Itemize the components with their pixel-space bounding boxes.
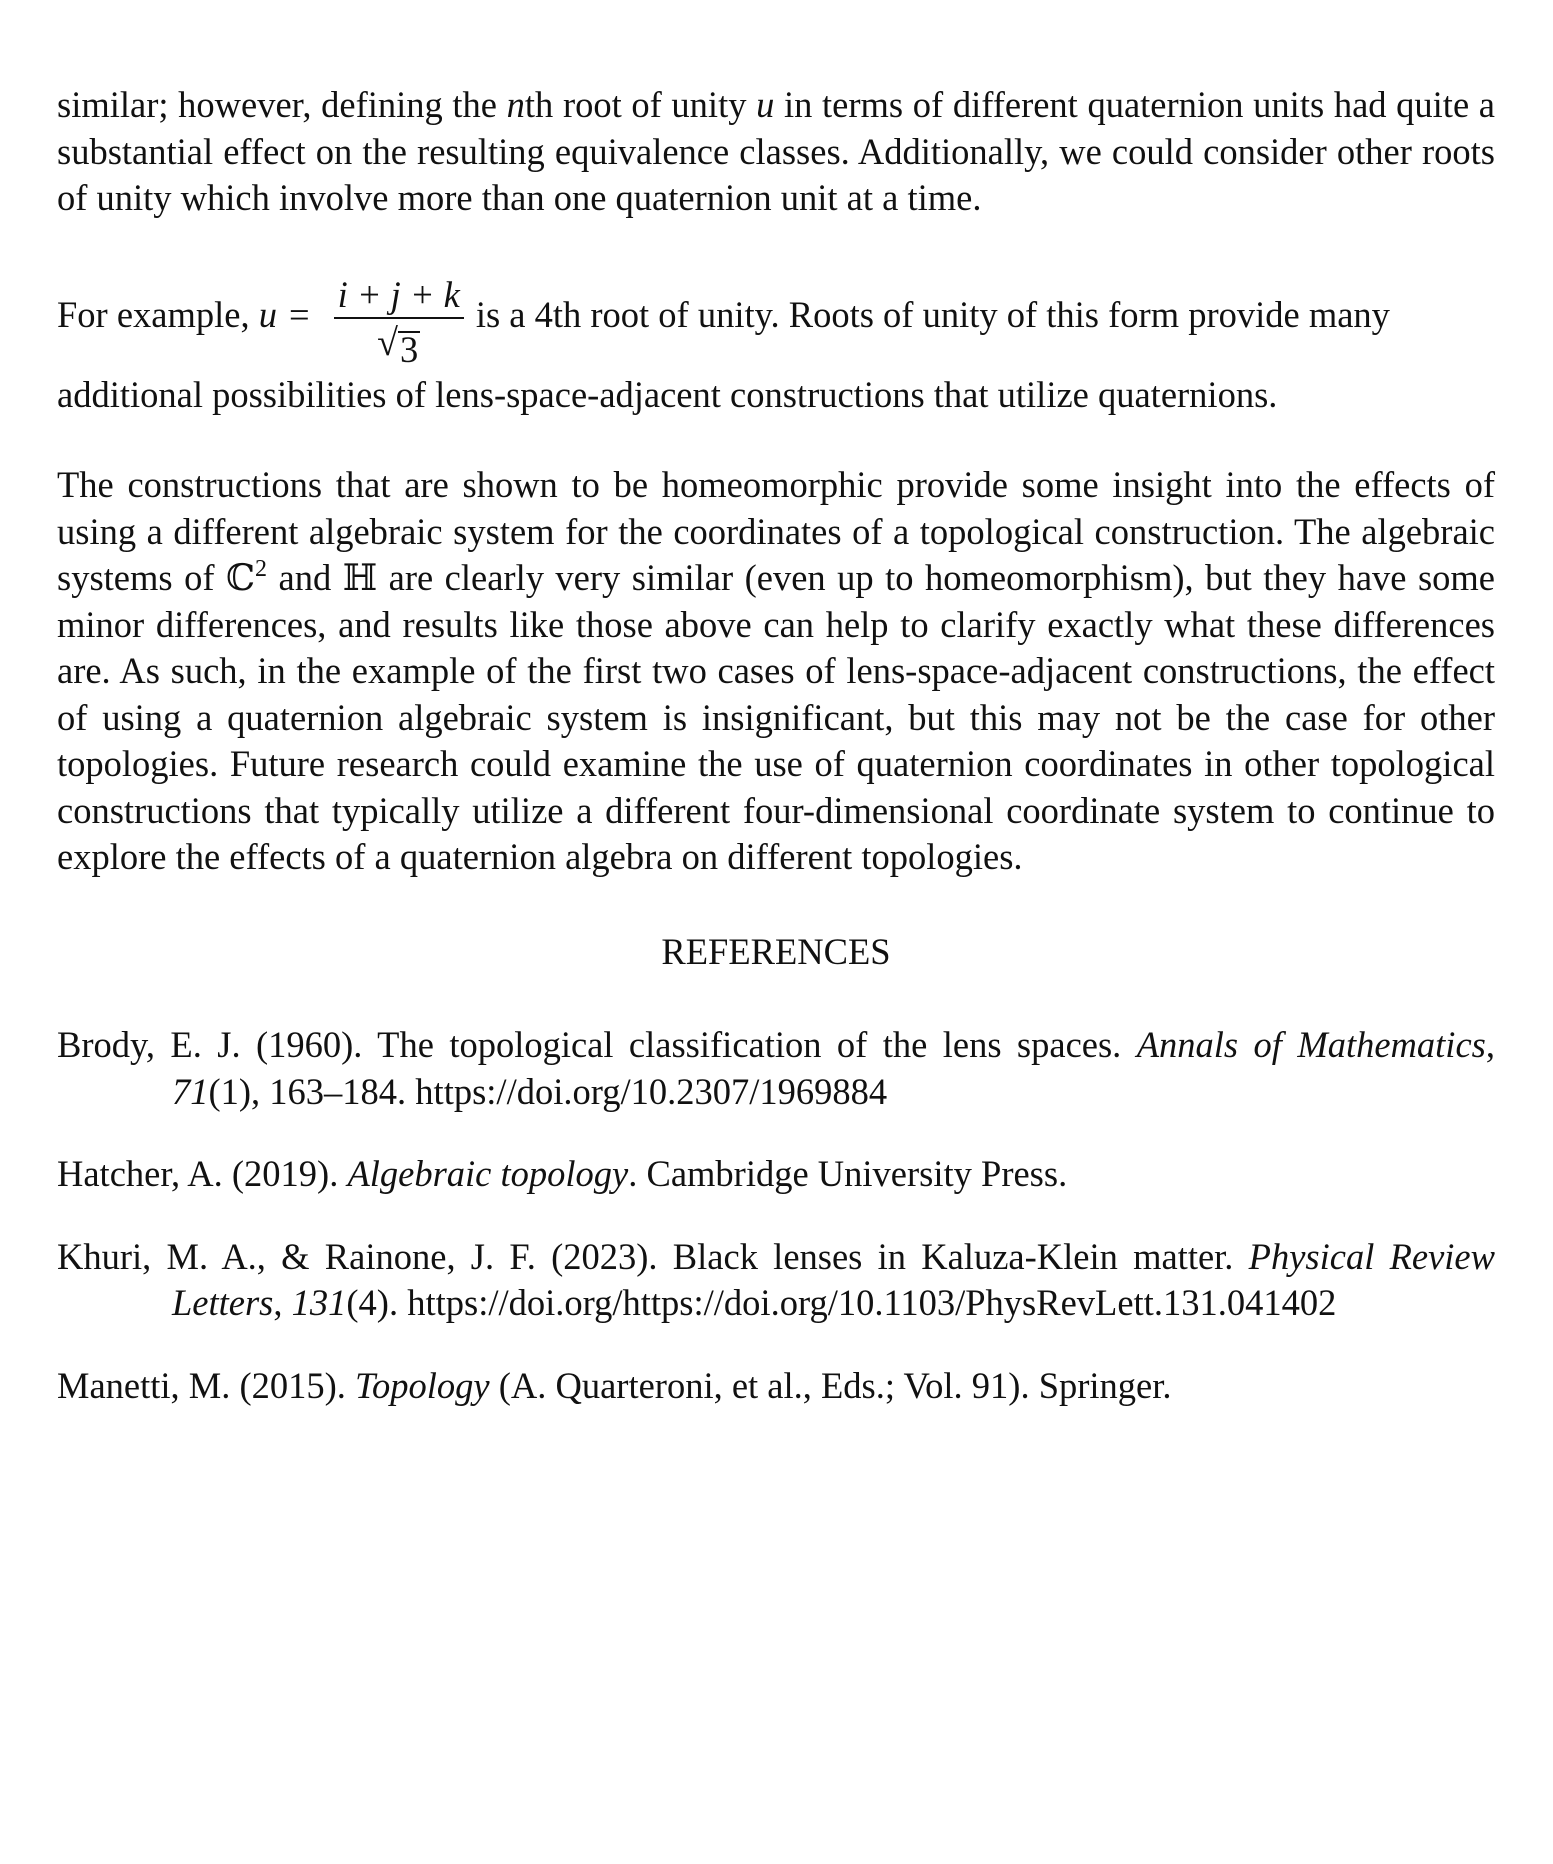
example-lead: For example,	[57, 294, 250, 336]
reference-text: (1), 163–184. https://doi.org/10.2307/1969884	[208, 1070, 888, 1112]
reference-journal: Annals of Mathematics	[1136, 1024, 1486, 1065]
variable-u: u	[756, 84, 775, 125]
reference-manetti	[57, 1363, 1495, 1410]
sqrt-radicand: 3	[399, 328, 419, 370]
fraction	[334, 273, 464, 370]
paragraph-homeomorphic-constructions	[57, 462, 1495, 881]
example-tail: is a 4th root of unity. Roots of unity of this form provide many	[475, 294, 1390, 336]
variable-n: n	[506, 84, 525, 125]
paragraph-text: and ℍ are clearly very similar (even up to homeomorphism), but they have some minor differences, and results like those above can help to clarify exactly what these differences are. As such, in the example of the first two cases of lens-space-adjacent constructions, the effect of using a quaternion algebraic system is insignificant, but this may not be the case for other topologies. Future research could examine the use of quaternion coordinates in other topological constructions that typically utilize a different four-dimensional coordinate system to continue to explore the effects of a quaternion algebra on different topologies.	[57, 557, 1495, 877]
superscript-2: 2	[255, 556, 268, 582]
paragraph-text: similar; however, defining the	[57, 84, 507, 125]
reference-khuri	[57, 1234, 1495, 1327]
reference-text: Brody, E. J. (1960). The topological classification of the lens spaces.	[57, 1024, 1137, 1065]
paragraph-text: The constructions that are shown to be homeomorphic provide some insight into the effects of using a different algebraic system for the coordinates of a topological construction. The algebraic systems of ℂ	[57, 464, 1495, 598]
reference-text: ,	[1485, 1024, 1495, 1065]
reference-text: Hatcher, A. (2019).	[57, 1153, 348, 1194]
references-heading: REFERENCES	[661, 930, 891, 972]
paragraph-text: in terms of different quaternion units had quite a substantial effect on the resulting equivalence classes. Additionally, we could consider other roots of unity which involve more than one quaternion unit at a time.	[57, 84, 1495, 218]
reference-book-title: Topology	[355, 1364, 490, 1406]
reference-text: Manetti, M. (2015).	[57, 1364, 356, 1406]
reference-text: Khuri, M. A., & Rainone, J. F. (2023). Black lenses in Kaluza-Klein matter.	[57, 1235, 1249, 1277]
reference-book-title: Algebraic topology	[347, 1153, 629, 1194]
example-equation-line	[57, 260, 1495, 372]
fraction-numerator: i + j + k	[337, 273, 460, 315]
equals-sign: =	[288, 294, 310, 336]
fraction-denominator	[377, 319, 420, 370]
paragraph-roots-of-unity	[57, 82, 1495, 222]
reference-text: ,	[273, 1282, 292, 1323]
reference-hatcher	[57, 1151, 1495, 1198]
sqrt-symbol: √	[377, 321, 398, 364]
reference-text: (A. Quarteroni, et al., Eds.; Vol. 91). Springer.	[489, 1364, 1172, 1406]
reference-text: . Cambridge University Press.	[628, 1153, 1068, 1194]
reference-journal: Physical Review Letters	[172, 1235, 1495, 1323]
paragraph-text: th root of unity	[524, 84, 757, 125]
example-continuation: additional possibilities of lens-space-adjacent constructions that utilize quaternions.	[57, 373, 1278, 415]
reference-text: (4). https://doi.org/https://doi.org/10.1103/PhysRevLett.131.041402	[346, 1282, 1337, 1323]
reference-brody	[57, 1022, 1495, 1115]
document-page	[57, 82, 1495, 1445]
reference-volume: 71	[172, 1070, 209, 1112]
reference-volume: 131	[291, 1282, 347, 1323]
variable-u: u	[258, 294, 277, 336]
